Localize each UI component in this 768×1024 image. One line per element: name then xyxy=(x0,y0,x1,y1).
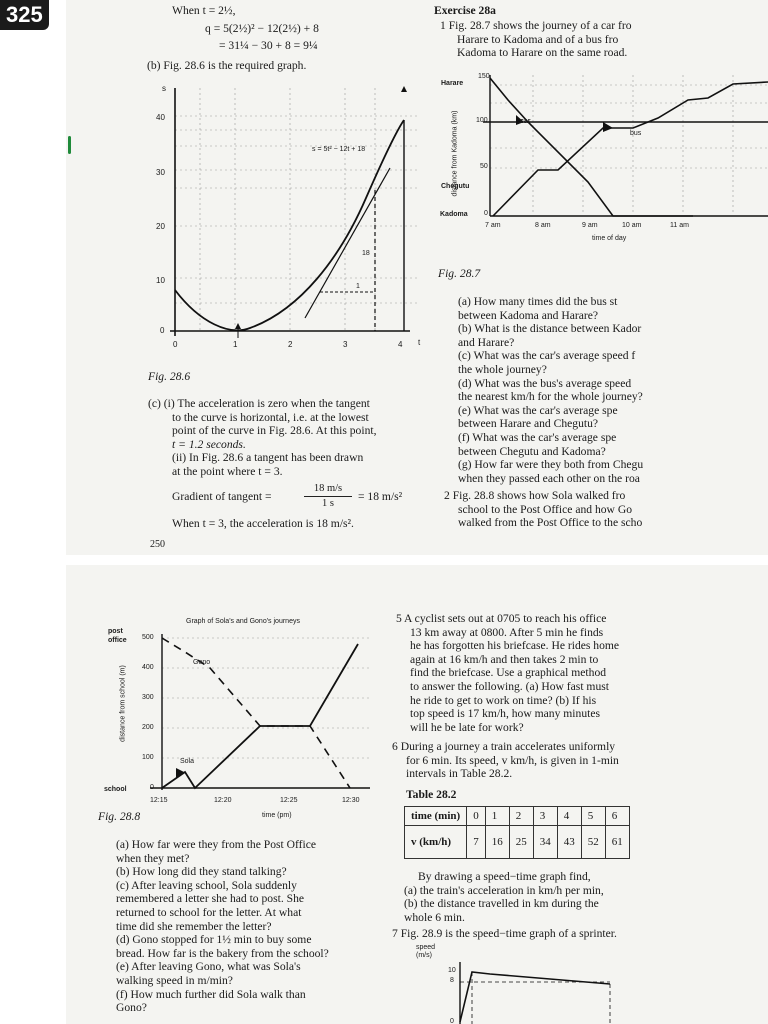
q2-line: walked from the Post Office to the scho xyxy=(458,516,643,530)
q5-line: to answer the following. (a) How fast must xyxy=(410,679,609,693)
question-line: between Kadoma and Harare? xyxy=(458,308,599,322)
q5-line: again at 16 km/h and then takes 2 min to xyxy=(410,652,599,666)
q1-line: 1 Fig. 28.7 shows the journey of a car fro xyxy=(440,19,632,32)
sprinter-y10: 10 xyxy=(448,967,456,974)
y-tick-50: 50 xyxy=(480,163,488,170)
q5-line: he ride to get to work on time? (b) If his xyxy=(410,693,597,707)
bus-line xyxy=(493,82,768,216)
y-tick-20: 20 xyxy=(156,222,165,231)
y-tick-100: 100 xyxy=(142,754,154,761)
gradient-text: Gradient of tangent = xyxy=(172,490,272,503)
question-line: (a) How many times did the bus st xyxy=(458,295,618,308)
y-axis-label: distance from school (m) xyxy=(119,665,127,742)
after-table-line: By drawing a speed−time graph find, xyxy=(418,870,591,883)
q7-line: 7 Fig. 28.9 is the speed−time graph of a sprinter. xyxy=(392,927,617,940)
q-line-2: = 31¼ − 30 + 8 = 9¼ xyxy=(219,39,318,52)
q6-line: for 6 min. Its speed, v km/h, is given in 1-min xyxy=(406,753,619,767)
page-tag: 325 xyxy=(0,0,49,30)
fig-28-9-graph xyxy=(450,960,620,1024)
q1-line: Kadoma to Harare on the same road. xyxy=(457,46,628,60)
sprinter-y-label: speed (m/s) xyxy=(416,944,436,959)
equation-label: s = 5t² − 12t + 18 xyxy=(312,146,366,153)
x-tick-1225: 12:25 xyxy=(280,797,298,804)
table-cell: 5 xyxy=(581,807,605,826)
q2-block xyxy=(444,489,642,530)
x-tick-0: 0 xyxy=(173,340,178,349)
gradient-result: = 18 m/s² xyxy=(358,490,403,503)
label-sola: Sola xyxy=(180,758,195,765)
table-cell: 2 xyxy=(509,807,533,826)
y-tick-30: 30 xyxy=(156,168,165,177)
grid-lines xyxy=(490,75,768,215)
label-kadoma: Kadoma xyxy=(440,211,468,218)
x-tick-2: 2 xyxy=(288,340,293,349)
y-tick-10: 10 xyxy=(156,276,165,285)
table-cell: 34 xyxy=(533,826,557,859)
q1-block xyxy=(440,19,632,60)
label-chegutu: Chegutu xyxy=(441,183,470,190)
car-line xyxy=(490,78,693,216)
x-tick-1220: 12:20 xyxy=(214,797,232,804)
fig-28-6-graph xyxy=(140,78,430,368)
bus-arrow xyxy=(603,122,613,132)
q5-line: find the briefcase. Use a graphical method xyxy=(410,666,607,680)
x-axis-label: time (pm) xyxy=(262,812,292,819)
table-row xyxy=(405,807,630,826)
question-line: (b) How long did they stand talking? xyxy=(116,865,287,879)
gono-line xyxy=(162,638,350,788)
question-line: when they met? xyxy=(116,851,190,865)
fig-28-6-caption: Fig. 28.6 xyxy=(148,370,191,383)
question-line: (b) What is the distance between Kador xyxy=(458,322,642,336)
x-tick-9am: 9 am xyxy=(582,222,598,229)
question-line: (f) How much further did Sola walk than xyxy=(116,987,306,1001)
parabola-curve xyxy=(175,120,404,330)
fig-28-8-caption: Fig. 28.8 xyxy=(98,810,141,823)
c-line: to the curve is horizontal, i.e. at the lowest xyxy=(172,410,369,424)
table-cell: 4 xyxy=(557,807,581,826)
question-line: (c) After leaving school, Sola suddenly xyxy=(116,878,297,892)
q2-line: 2 Fig. 28.8 shows how Sola walked fro xyxy=(444,489,626,502)
table-28-2 xyxy=(404,806,630,859)
table-cell: 6 xyxy=(605,807,629,826)
question-line: the whole journey? xyxy=(458,362,547,376)
table-cell: 43 xyxy=(557,826,581,859)
fig-28-8-graph xyxy=(140,630,380,810)
question-line: bread. How far is the bakery from the school? xyxy=(116,946,329,960)
table-cell: 3 xyxy=(533,807,557,826)
q1-questions xyxy=(458,295,643,485)
question-line: (g) How far were they both from Chegu xyxy=(458,458,644,472)
q2-questions xyxy=(116,838,329,1015)
table-row xyxy=(405,826,630,859)
question-line: (d) Gono stopped for 1½ min to buy some xyxy=(116,933,312,947)
speed-line xyxy=(460,972,610,1022)
question-line: walking speed in m/min? xyxy=(116,973,233,987)
question-line: and Harare? xyxy=(458,335,515,349)
gradient-fraction xyxy=(304,482,352,510)
y-tick-100: 100 xyxy=(476,117,488,124)
exercise-title: Exercise 28a xyxy=(434,4,496,17)
fig-28-7-caption: Fig. 28.7 xyxy=(438,267,481,280)
question-line: (c) What was the car's average speed f xyxy=(458,349,636,363)
question-line: (a) How far were they from the Post Office xyxy=(116,838,317,851)
c-line: at the point where t = 3. xyxy=(172,464,283,478)
question-line: (f) What was the car's average spe xyxy=(458,430,617,444)
y-tick-200: 200 xyxy=(142,724,154,731)
q1-line: Harare to Kadoma and of a bus fro xyxy=(457,32,619,46)
question-line: (e) After leaving Gono, what was Sola's xyxy=(116,960,301,974)
q6-block xyxy=(392,740,619,781)
x-tick-8am: 8 am xyxy=(535,222,551,229)
grid-lines xyxy=(162,638,370,758)
part-b-text: (b) Fig. 28.6 is the required graph. xyxy=(147,59,307,72)
after-table-line: whole 6 min. xyxy=(404,910,465,924)
x-tick-10am: 10 am xyxy=(622,222,642,229)
label-bus: bus xyxy=(630,130,642,137)
question-line: (e) What was the car's average spe xyxy=(458,403,618,417)
sola-line xyxy=(162,644,358,788)
post-office-text: post office xyxy=(108,628,127,644)
question-line: when they passed each other on the roa xyxy=(458,471,640,485)
table-cell: 61 xyxy=(605,826,629,859)
y-tick-0: 0 xyxy=(150,784,154,791)
grid-lines xyxy=(175,88,420,333)
c-line: (c) (i) The acceleration is zero when the tangent xyxy=(148,397,370,410)
sprinter-y8: 8 xyxy=(450,977,454,984)
x-tick-1215: 12:15 xyxy=(150,797,168,804)
page-number: 250 xyxy=(150,539,165,550)
label-1: 1 xyxy=(356,283,360,290)
question-line: between Harare and Chegutu? xyxy=(458,417,599,431)
sprinter-y0: 0 xyxy=(450,1018,454,1024)
after-table-line: (b) the distance travelled in km during the xyxy=(404,897,599,911)
q6-line: intervals in Table 28.2. xyxy=(406,767,513,781)
question-line: between Chegutu and Kadoma? xyxy=(458,444,606,458)
question-line: Gono? xyxy=(116,1001,147,1015)
q-line-1: q = 5(2½)² − 12(2½) + 8 xyxy=(205,22,319,35)
gradient-num: 18 m/s xyxy=(304,482,352,497)
y-tick-300: 300 xyxy=(142,694,154,701)
y-axis-label: distance from Kadoma (km) xyxy=(451,110,459,197)
x-tick-1: 1 xyxy=(233,340,238,349)
question-line: (d) What was the bus's average speed xyxy=(458,376,632,390)
y-tick-500: 500 xyxy=(142,634,154,641)
y-tick-40: 40 xyxy=(156,113,165,122)
x-axis-label: t xyxy=(418,338,421,347)
x-axis-label: time of day xyxy=(592,235,627,242)
table-title: Table 28.2 xyxy=(406,788,457,801)
table-cell: 0 xyxy=(467,807,486,826)
min-arrow-head xyxy=(235,323,241,329)
row-label: time (min) xyxy=(405,807,467,826)
q5-line: 13 km away at 0800. After 5 min he finds xyxy=(410,625,604,639)
y-tick-0: 0 xyxy=(160,326,165,335)
after-table-line: (a) the train's acceleration in km/h per min, xyxy=(404,883,604,897)
x-tick-3: 3 xyxy=(343,340,348,349)
label-gono: Gono xyxy=(193,659,211,666)
graph-title: Graph of Sola's and Gono's journeys xyxy=(186,618,300,625)
label-school: school xyxy=(104,786,127,793)
question-line: returned to school for the letter. At what xyxy=(116,905,302,919)
label-harare: Harare xyxy=(441,80,464,87)
c-line: t = 1.2 seconds. xyxy=(172,437,246,451)
x-tick-11am: 11 am xyxy=(670,222,689,229)
c-line: (ii) In Fig. 28.6 a tangent has been drawn xyxy=(172,451,364,465)
q5-line: top speed is 17 km/h, how many minutes xyxy=(410,707,600,721)
when-line: When t = 2½, xyxy=(172,4,236,17)
q5-line: 5 A cyclist sets out at 0705 to reach his office xyxy=(396,612,607,625)
when-t3-text: When t = 3, the acceleration is 18 m/s². xyxy=(172,517,354,530)
label-car: car xyxy=(520,118,531,125)
y-tick-400: 400 xyxy=(142,664,154,671)
table-cell: 1 xyxy=(485,807,509,826)
q5-block xyxy=(396,612,619,734)
table-cell: 52 xyxy=(581,826,605,859)
part-c-block xyxy=(148,397,377,479)
x-tick-1230: 12:30 xyxy=(342,797,360,804)
q2-line: school to the Post Office and how Go xyxy=(458,502,632,516)
question-line: time did she remember the letter? xyxy=(116,919,272,933)
y-tick-150: 150 xyxy=(478,73,490,80)
y-axis-label: s xyxy=(162,84,166,93)
q5-line: will he be late for work? xyxy=(410,720,524,734)
label-18: 18 xyxy=(362,250,370,257)
y-tick-0: 0 xyxy=(484,210,488,217)
q5-line: he has forgotten his briefcase. He rides home xyxy=(410,639,620,653)
y-arrow xyxy=(401,86,407,92)
x-tick-7am: 7 am xyxy=(485,222,501,229)
table-cell: 16 xyxy=(485,826,509,859)
row-label: v (km/h) xyxy=(405,826,467,859)
question-line: remembered a letter she had to post. She xyxy=(116,892,305,906)
binding-mark xyxy=(68,136,71,154)
gradient-den: 1 s xyxy=(322,497,334,509)
q6-line: 6 During a journey a train accelerates uniformly xyxy=(392,740,616,753)
after-table-block xyxy=(404,870,604,924)
question-line: the nearest km/h for the whole journey? xyxy=(458,390,643,404)
table-cell: 25 xyxy=(509,826,533,859)
tangent-line xyxy=(305,168,390,318)
x-tick-4: 4 xyxy=(398,340,403,349)
table-cell: 7 xyxy=(467,826,486,859)
label-post-office xyxy=(108,627,138,645)
c-line: point of the curve in Fig. 28.6. At this point, xyxy=(172,424,377,438)
